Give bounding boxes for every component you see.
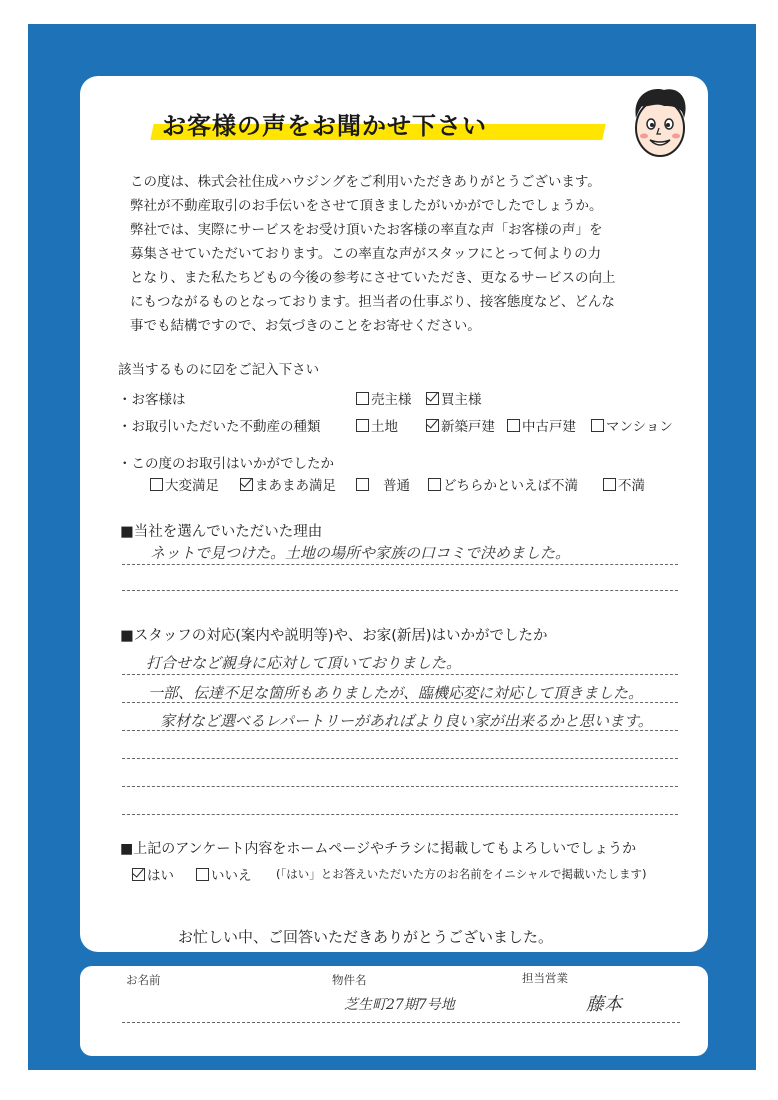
property-label: 物件名 [332, 973, 367, 987]
option-dissatisfied[interactable]: 不満 [603, 474, 645, 494]
answer-line [122, 786, 678, 787]
publish-heading: ■上記のアンケート内容をホームページやチラシに掲載してもよろしいでしょうか [120, 841, 637, 857]
checkbox[interactable] [150, 478, 163, 491]
property-value[interactable]: 芝生町27期7号地 [344, 997, 455, 1013]
smiling-man-icon [622, 84, 696, 160]
intro-line: 事でも結構ですので、お気づきのことをお寄せください。 [130, 318, 481, 334]
intro-line: 弊社が不動産取引のお手伝いをさせて頂きましたがいかがでしたでしょうか。 [130, 198, 603, 214]
checkbox[interactable] [507, 419, 520, 432]
answer-line [122, 564, 678, 565]
staff-value[interactable]: 藤本 [586, 994, 622, 1015]
option-normal[interactable]: 普通 [356, 474, 410, 494]
option-fairly-satisfied[interactable]: まあまあ満足 [240, 474, 336, 494]
checkbox[interactable] [356, 419, 369, 432]
intro-line: この度は、株式会社住成ハウジングをご利用いただきありがとうございます。 [130, 174, 601, 190]
closing-text: お忙しい中、ご回答いただきありがとうございました。 [178, 928, 554, 946]
option-used-house[interactable]: 中古戸建 [507, 415, 576, 435]
reason-heading: ■当社を選んでいただいた理由 [120, 524, 323, 540]
intro-paragraph [130, 170, 660, 338]
answer-line [122, 730, 678, 731]
checkbox[interactable] [196, 868, 209, 881]
checkbox[interactable] [591, 419, 604, 432]
option-somewhat-dissatisfied[interactable]: どちらかといえば不満 [428, 474, 578, 494]
answer-line [122, 674, 678, 675]
answer-line [122, 758, 678, 759]
reason-answer[interactable]: ネットで見つけた。土地の場所や家族の口コミで決めました。 [150, 544, 571, 562]
staff-answer-line[interactable]: 一部、伝達不足な箇所もありましたが、臨機応変に対応して頂きました。 [148, 684, 644, 702]
answer-line [122, 590, 678, 591]
name-label: お名前 [126, 973, 161, 987]
page-title: お客様の声をお聞かせ下さい [162, 112, 487, 140]
checkbox-checked[interactable] [132, 868, 145, 881]
option-buyer[interactable]: 買主様 [426, 388, 482, 408]
option-mansion[interactable]: マンション [591, 415, 673, 435]
checkbox[interactable] [603, 478, 616, 491]
checkbox[interactable] [428, 478, 441, 491]
staff-label: 担当営業 [522, 971, 568, 985]
staff-heading: ■スタッフの対応(案内や説明等)や、お家(新居)はいかがでしたか [120, 628, 548, 644]
intro-line: 弊社では、実際にサービスをお受け頂いたお客様の率直な声「お客様の声」を [130, 222, 603, 238]
publish-note: (「はい」とお答えいただいた方のお名前をイニシャルで掲載いたします) [276, 867, 647, 881]
staff-answer-line[interactable]: 家材など選べるレパートリーがあればより良い家が出来るかと思います。 [160, 712, 653, 730]
option-yes[interactable]: はい [132, 864, 174, 884]
intro-line: となり、また私たちどもの今後の参考にさせていただき、更なるサービスの向上 [130, 270, 616, 286]
option-seller[interactable]: 売主様 [356, 388, 412, 408]
option-very-satisfied[interactable]: 大変満足 [150, 474, 219, 494]
intro-line: にもつながるものとなっております。担当者の仕事ぶり、接客態度など、どんな [130, 294, 615, 310]
satisfaction-label: ・この度のお取引はいかがでしたか [118, 456, 334, 472]
answer-line [122, 814, 678, 815]
checkbox[interactable] [356, 392, 369, 405]
intro-line: 募集させていただいております。この率直な声がスタッフにとって何よりの力 [130, 246, 602, 262]
option-no[interactable]: いいえ [196, 864, 252, 884]
property-type-label: ・お取引いただいた不動産の種類 [118, 419, 321, 435]
footer-line [122, 1022, 680, 1023]
option-new-house[interactable]: 新築戸建 [426, 415, 495, 435]
checkbox[interactable] [356, 478, 369, 491]
checkbox-checked[interactable] [426, 419, 439, 432]
checkbox-checked[interactable] [426, 392, 439, 405]
instruction-text: 該当するものに☑をご記入下さい [118, 362, 320, 378]
checkbox-checked[interactable] [240, 478, 253, 491]
staff-answer-line[interactable]: 打合せなど親身に応対して頂いておりました。 [146, 654, 462, 672]
option-land[interactable]: 土地 [356, 415, 398, 435]
answer-line [122, 702, 678, 703]
customer-type-label: ・お客様は [118, 392, 186, 408]
